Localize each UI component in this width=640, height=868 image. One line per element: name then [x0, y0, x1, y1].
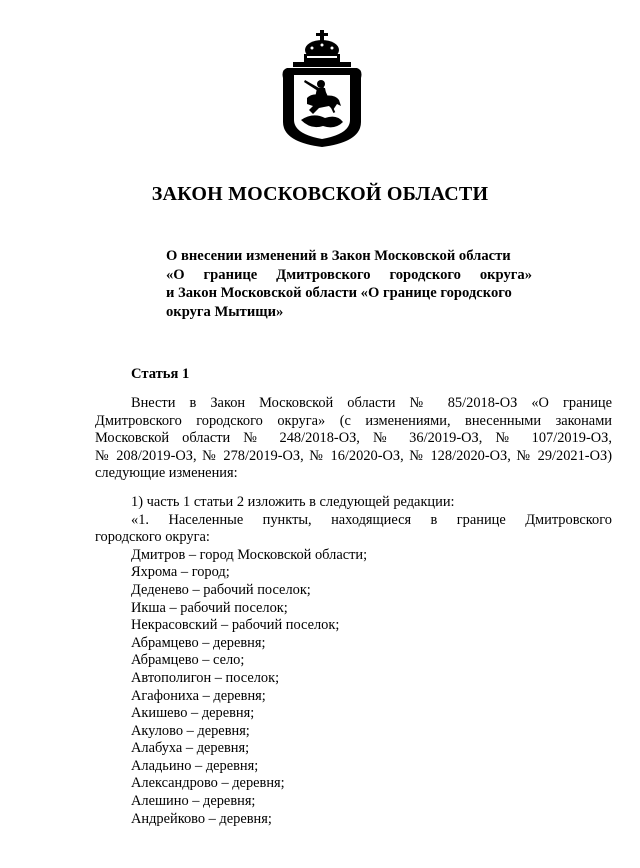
- settlement-item: Аладьино – деревня;: [131, 757, 259, 774]
- moscow-oblast-coat-of-arms-icon: [279, 26, 365, 150]
- settlement-item: Дмитров – город Московской области;: [131, 546, 368, 563]
- settlement-item: Акишево – деревня;: [131, 705, 255, 722]
- subject-line: О внесении изменений в Закон Московской области: [166, 248, 511, 264]
- paragraph-line: Дмитровского городского округа» (с изменениями, внесенными законами: [95, 412, 612, 429]
- settlement-item: Яхрома – город;: [131, 564, 230, 581]
- settlement-item: Агафониха – деревня;: [131, 687, 266, 704]
- settlement-item: Александрово – деревня;: [131, 775, 285, 792]
- paragraph-line: следующие изменения:: [95, 465, 238, 482]
- settlement-item: Абрамцево – деревня;: [131, 634, 266, 651]
- settlement-item: Алешино – деревня;: [131, 793, 256, 810]
- document-title: ЗАКОН МОСКОВСКОЙ ОБЛАСТИ: [151, 183, 489, 205]
- settlement-item: Абрамцево – село;: [131, 652, 245, 669]
- settlement-item: Деденево – рабочий поселок;: [131, 581, 311, 598]
- crown: [293, 30, 351, 67]
- paragraph-line: Московской области № 248/2018-ОЗ, № 36/2019-ОЗ, № 107/2019-ОЗ,: [95, 430, 612, 447]
- document-body: [95, 395, 612, 828]
- quote-line: городского округа:: [95, 529, 210, 546]
- settlement-item: Акулово – деревня;: [131, 722, 250, 739]
- paragraph-line: № 208/2019-ОЗ, № 278/2019-ОЗ, № 16/2020-ОЗ, № 128/2020-ОЗ, № 29/2021-ОЗ): [95, 447, 612, 464]
- quote-line: «1. Населенные пункты, находящиеся в границе Дмитровского: [131, 511, 612, 528]
- paragraph-line: Внести в Закон Московской области № 85/2018-ОЗ «О границе: [131, 395, 612, 411]
- settlement-item: Некрасовский – рабочий поселок;: [131, 617, 340, 634]
- item-line: 1) часть 1 статьи 2 изложить в следующей редакции:: [131, 493, 455, 510]
- settlement-item: Алабуха – деревня;: [131, 740, 250, 757]
- settlement-item: Автополигон – поселок;: [131, 669, 280, 686]
- settlement-item: Андрейково – деревня;: [131, 810, 272, 827]
- subject-line: округа Мытищи»: [166, 303, 284, 320]
- subject-line: и Закон Московской области «О границе городского: [166, 285, 512, 301]
- settlement-item: Икша – рабочий поселок;: [131, 599, 288, 616]
- article-heading: Статья 1: [131, 366, 190, 382]
- subject-line: «О границе Дмитровского городского округа»: [166, 266, 532, 283]
- law-subject: [166, 247, 532, 321]
